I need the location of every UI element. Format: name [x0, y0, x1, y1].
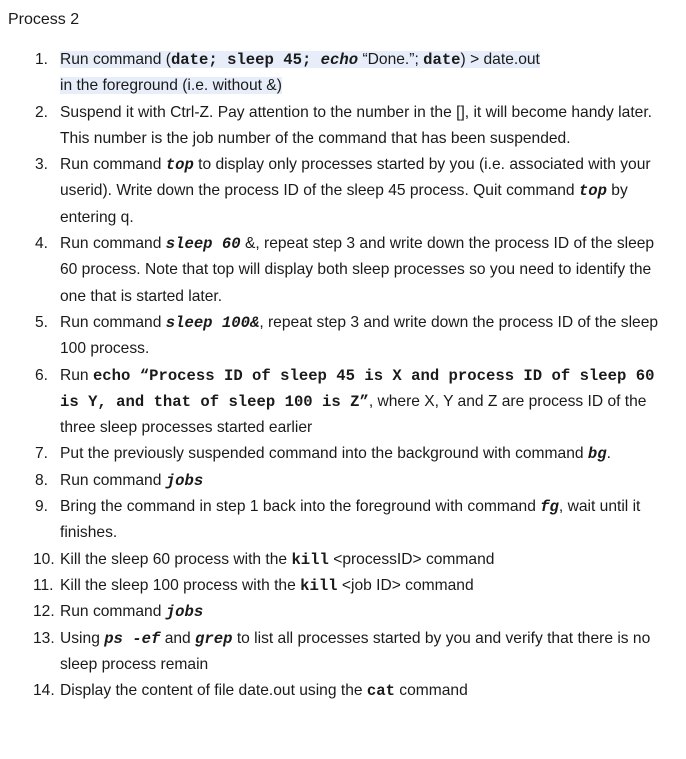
- step-10: [0, 547, 686, 573]
- command-code: kill: [291, 550, 329, 569]
- command-code: kill: [300, 576, 338, 595]
- step-text-part: Run command: [60, 235, 166, 253]
- step-text: Suspend it with Ctrl-Z. Pay attention to the number in the [], it will become handy later. This number is the job number of the command that has been suspended.: [60, 103, 652, 147]
- step-text-part: in the foreground (i.e. without &): [60, 77, 282, 95]
- step-3: [0, 152, 686, 231]
- command-code: cat: [366, 682, 395, 701]
- step-text-part: <job ID> command: [337, 576, 474, 594]
- step-text-part: by entering q.: [60, 182, 628, 226]
- step-2: [0, 100, 686, 153]
- step-number: 7.: [35, 445, 49, 463]
- step-text-part: , repeat step 3 and write down the process ID of the sleep 100 process.: [60, 313, 659, 358]
- step-number: 5.: [35, 313, 49, 331]
- step-6: [0, 363, 686, 442]
- command-code: date; sleep 45;: [170, 51, 321, 69]
- command-code: grep: [195, 629, 233, 648]
- step-7: [0, 441, 686, 467]
- command-code: sleep 100&: [165, 313, 260, 332]
- step-text-part: command: [394, 682, 468, 700]
- step-8: [0, 468, 686, 494]
- step-9: [0, 494, 686, 547]
- step-text-part: Run: [60, 366, 93, 384]
- command-code: jobs: [165, 471, 204, 490]
- step-text-part: <processID> command: [328, 550, 495, 568]
- steps-list: [0, 47, 686, 704]
- step-text-part: Display the content of file date.out using the: [60, 682, 367, 700]
- step-text-part: Kill the sleep 100 process with the: [60, 576, 301, 594]
- step-number: 11.: [33, 576, 54, 594]
- step-text-part: to display only processes started by you (i.e. associated with your userid). Write down the process ID of the sleep 45 process. Quit command: [60, 156, 651, 200]
- command-code: ps -ef: [104, 629, 161, 648]
- step-text-part: Run command: [60, 313, 166, 331]
- step-12: [0, 599, 686, 625]
- step-text-part: Run command: [60, 471, 166, 489]
- command-code: jobs: [165, 603, 204, 622]
- command-code: top: [578, 182, 607, 201]
- step-number: 2.: [35, 103, 49, 121]
- step-1: [0, 47, 686, 100]
- command-code: echo: [320, 51, 359, 69]
- section-title: Process 2: [8, 11, 80, 28]
- step-text-part: Run command (: [60, 51, 171, 68]
- step-11: [0, 573, 686, 599]
- command-code: bg: [587, 445, 607, 464]
- step-number: 3.: [35, 156, 49, 174]
- step-text-part: Run command: [60, 156, 166, 174]
- echo-argument-code: “Process ID of sleep 45 is X and process ID of sleep 60 is Y, and that of sleep 100 is Z”: [60, 366, 655, 411]
- step-text-part: ) > date.out: [460, 51, 540, 68]
- step-5: [0, 310, 686, 363]
- step-text-part: Run command: [60, 603, 166, 621]
- command-code: fg: [540, 498, 559, 517]
- step-number: 1.: [35, 51, 49, 68]
- step-text-part: to list all processes started by you and verify that there is no sleep process remain: [60, 629, 651, 673]
- step-text-part: Put the previously suspended command into the background with command: [60, 445, 588, 463]
- step-number: 10.: [33, 550, 55, 568]
- step-text-part: and: [160, 629, 196, 647]
- step-13: [0, 626, 686, 679]
- step-number: 14.: [33, 682, 55, 700]
- step-number: 12.: [33, 603, 55, 621]
- step-text-part: “Done.”;: [358, 51, 424, 68]
- step-text-part: , where X, Y and Z are process ID of the three sleep processes started earlier: [60, 392, 647, 437]
- step-text-part: Using: [60, 629, 105, 647]
- step-number: 8.: [35, 471, 49, 489]
- step-4: [0, 231, 686, 310]
- command-code: echo: [92, 366, 131, 385]
- step-text-part: , wait until it finishes.: [60, 498, 641, 542]
- step-number: 6.: [35, 366, 49, 384]
- step-number: 4.: [35, 235, 49, 253]
- command-code: date: [423, 51, 461, 69]
- step-text-part: .: [606, 445, 611, 463]
- command-code: top: [165, 156, 194, 175]
- step-text-part: Kill the sleep 60 process with the: [60, 550, 292, 568]
- step-number: 13.: [33, 629, 55, 647]
- command-code: sleep 60: [165, 235, 241, 254]
- step-text-part: &, repeat step 3 and write down the process ID of the sleep 60 process. Note that top will display both sleep processes so you need to identify the one that is started later.: [60, 235, 655, 305]
- step-text: [60, 51, 540, 68]
- step-number: 9.: [35, 498, 49, 516]
- step-text-part: Bring the command in step 1 back into the foreground with command: [60, 498, 541, 516]
- step-14: [0, 678, 686, 704]
